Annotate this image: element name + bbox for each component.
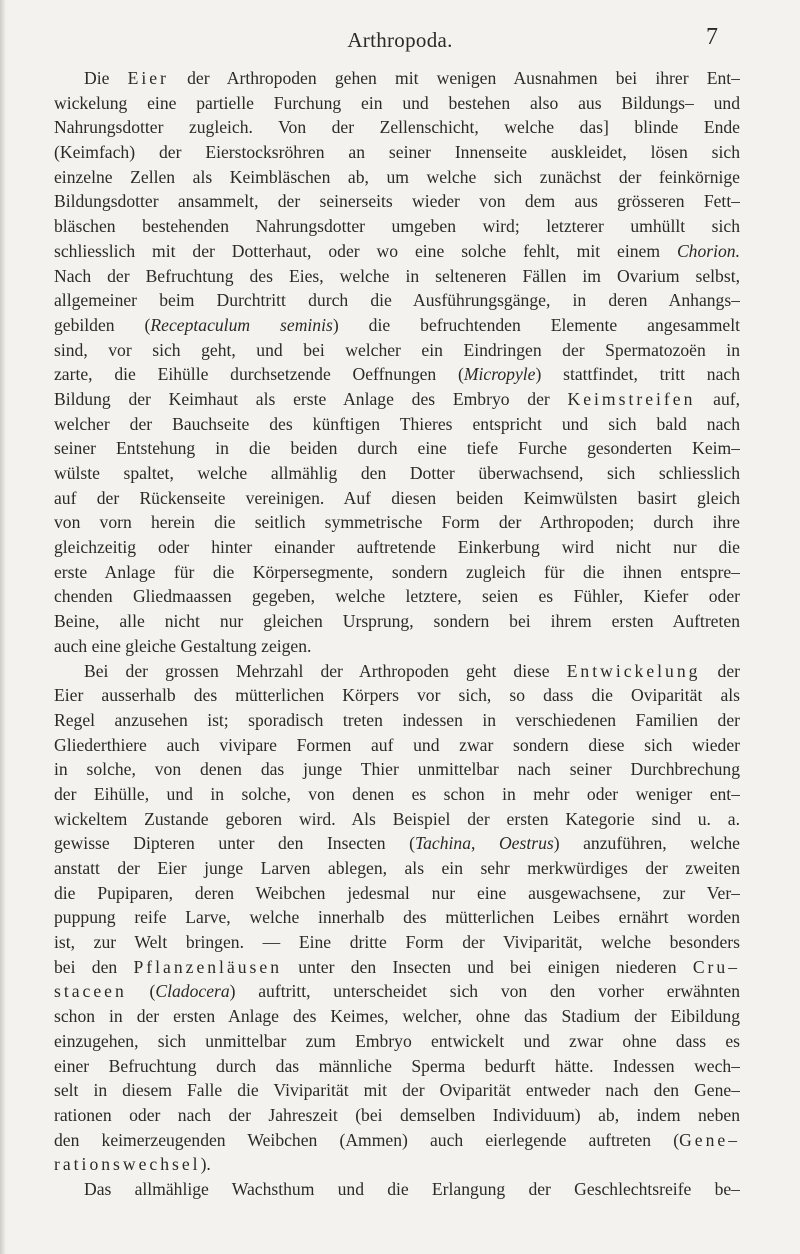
text-line: [54, 881, 740, 906]
text-run: Nahrungsdotter zugleich. Von der Zellenschicht, welche das] blinde Ende: [54, 117, 740, 138]
text-run: bläschen bestehenden Nahrungsdotter umgeben wird; letzterer umhüllt sich: [54, 216, 740, 237]
text-line: [54, 239, 740, 264]
italic-term: Micropyle: [463, 364, 536, 385]
text-run: (: [126, 981, 156, 1002]
text-run: auf der Rückenseite vereinigen. Auf diesen beiden Keimwülsten basirt gleich: [54, 487, 740, 508]
text-run: allgemeiner beim Durchtritt durch die Ausführungsgänge, in deren Anhangs–: [54, 290, 740, 311]
text-line: [54, 66, 740, 91]
text-run: (Keimfach) der Eierstocksröhren an seiner Innenseite auskleidet, lösen sich: [54, 142, 740, 163]
spaced-term: Eier: [127, 68, 169, 88]
text-run: Bildung der Keimhaut als erste Anlage des Embryo der: [54, 388, 568, 409]
text-run: puppung reife Larve, welche innerhalb des mütterlichen Leibes ernährt worden: [54, 907, 740, 928]
text-run: bei den: [54, 956, 134, 977]
text-run: ) die befruchtenden Elemente angesammelt: [332, 314, 740, 335]
text-run: wickeltem Zustande geboren wird. Als Beispiel der ersten Kategorie sind u. a.: [54, 808, 740, 829]
text-line: [54, 510, 740, 535]
text-line: [54, 1177, 740, 1202]
italic-term: Oestrus: [498, 833, 554, 854]
text-run: ist, zur Welt bringen. — Eine dritte Form der Viviparität, welche besonders: [54, 932, 740, 953]
text-run: ) stattfindet, tritt nach: [535, 364, 740, 385]
text-run: der: [700, 660, 740, 681]
text-run: anstatt der Eier junge Larven ablegen, als ein sehr merkwürdiges der zweiten: [54, 858, 740, 878]
italic-term: Tachina: [414, 833, 472, 854]
text-run: erste Anlage für die Körpersegmente, sondern zugleich für die ihnen entspre–: [54, 561, 740, 582]
text-run: zarte, die Eihülle durchsetzende Oeffnungen (: [54, 364, 464, 385]
text-line: [54, 1128, 740, 1153]
text-run: der Arthropoden gehen mit wenigen Ausnahmen bei ihrer Ent–: [168, 68, 740, 88]
text-line: [54, 856, 740, 881]
text-run: Eier ausserhalb des mütterlichen Körpers vor sich, so dass die Oviparität als: [54, 685, 740, 706]
text-line: [54, 683, 740, 708]
text-run: einzelne Zellen als Keimbläschen ab, um welche sich zunächst der feinkörnige: [54, 166, 740, 187]
text-run: ,: [471, 833, 499, 854]
spaced-term: Keimstreifen: [567, 388, 696, 409]
text-line: [54, 338, 740, 363]
text-run: die Pupiparen, deren Weibchen jedesmal nur eine ausgewachsene, zur Ver–: [54, 882, 740, 903]
text-run: von vorn herein die seitlich symmetrische Form der Arthropoden; durch ihre: [54, 512, 740, 533]
text-line: [54, 115, 740, 140]
text-line: [54, 807, 740, 832]
text-line: [54, 634, 740, 659]
page-header: [0, 24, 800, 58]
text-line: [54, 1152, 740, 1177]
text-line: [54, 288, 740, 313]
spaced-term: staceen: [54, 981, 127, 1002]
text-line: [54, 362, 740, 387]
text-run: gewisse Dipteren unter den Insecten (: [54, 833, 415, 854]
text-line: [54, 189, 740, 214]
text-line: [54, 831, 740, 856]
text-line: [54, 1029, 740, 1054]
text-line: [54, 214, 740, 239]
spaced-term: Entwickelung: [566, 660, 701, 681]
text-run: den keimerzeugenden Weibchen (Ammen) auch eierlegende auftreten (: [54, 1129, 680, 1150]
text-line: [54, 264, 740, 289]
text-run: wülste spaltet, welche allmählig den Dotter überwachsend, sich schliesslich: [54, 463, 740, 483]
text-line: [54, 708, 740, 733]
text-run: schon in der ersten Anlage des Keimes, welcher, ohne das Stadium der Eibildung: [54, 1006, 740, 1027]
text-run: ) auftritt, unterscheidet sich von den vorher erwähnten: [229, 981, 740, 1002]
text-line: [54, 436, 740, 461]
text-run: seiner Entstehung in die beiden durch eine tiefe Furche gesonderten Keim–: [54, 438, 740, 459]
text-run: unter den Insecten und bei einigen niederen: [282, 956, 693, 977]
text-run: Die: [84, 68, 128, 88]
text-line: [54, 930, 740, 955]
text-line: [54, 140, 740, 165]
text-line: [54, 733, 740, 758]
italic-term: Chorion.: [676, 240, 740, 261]
text-run: der Eihülle, und in solche, von denen es schon in mehr oder weniger ent–: [54, 783, 740, 804]
running-title: Arthropoda.: [347, 28, 453, 52]
text-line: [54, 1054, 740, 1079]
text-run: Beine, alle nicht nur gleichen Ursprung, sondern bei ihrem ersten Auftreten: [54, 611, 740, 632]
text-line: [54, 560, 740, 585]
spaced-term: Cru–: [692, 956, 740, 977]
text-line: [54, 461, 740, 486]
text-line: [54, 979, 740, 1004]
text-run: einer Befruchtung durch das männliche Sperma bedurft hätte. Indessen wech–: [54, 1055, 740, 1076]
spaced-term: rationswechsel: [54, 1154, 201, 1175]
text-run: auch eine gleiche Gestaltung zeigen.: [54, 635, 312, 656]
text-line: [54, 905, 740, 930]
text-run: gebilden (: [54, 314, 151, 335]
text-line: [54, 757, 740, 782]
text-run: welcher der Bauchseite des künftigen Thieres entspricht und sich bald nach: [54, 413, 740, 434]
text-line: [54, 1103, 740, 1128]
text-run: chenden Gliedmaassen gegeben, welche letztere, seien es Fühler, Kiefer oder: [54, 586, 740, 607]
text-run: selt in diesem Falle die Viviparität mit der Oviparität entweder nach den Gene–: [54, 1080, 740, 1101]
text-line: [54, 165, 740, 190]
text-run: Nach der Befruchtung des Eies, welche in selteneren Fällen im Ovarium selbst,: [54, 265, 740, 286]
italic-term: Receptaculum seminis: [150, 314, 333, 335]
spaced-term: Pflanzenläusen: [133, 956, 282, 977]
text-run: Das allmählige Wachsthum und die Erlangung der Geschlechtsreife be–: [84, 1178, 740, 1199]
text-run: ).: [200, 1154, 211, 1175]
text-run: rationen oder nach der Jahreszeit (bei demselben Individuum) ab, indem neben: [54, 1104, 740, 1125]
text-line: [54, 609, 740, 634]
text-run: gleichzeitig oder hinter einander auftretende Einkerbung wird nicht nur die: [54, 537, 740, 558]
spaced-term: Gene–: [679, 1129, 740, 1150]
text-run: Bildungsdotter ansammelt, der seinerseits wieder von dem aus grösseren Fett–: [54, 191, 740, 212]
text-run: auf,: [695, 388, 740, 409]
text-line: [54, 91, 740, 116]
text-line: [54, 1004, 740, 1029]
text-line: [54, 313, 740, 338]
text-line: [54, 486, 740, 511]
text-run: sind, vor sich geht, und bei welcher ein Eindringen der Spermatozoën in: [54, 339, 740, 360]
page-number: 7: [706, 24, 718, 50]
text-run: in solche, von denen das junge Thier unmittelbar nach seiner Durchbrechung: [54, 759, 740, 780]
text-line: [54, 782, 740, 807]
text-run: schliesslich mit der Dotterhaut, oder wo eine solche fehlt, mit einem: [54, 240, 677, 261]
body-text: [54, 66, 740, 1202]
text-run: ) anzuführen, welche: [553, 833, 740, 854]
text-line: [54, 535, 740, 560]
page-gutter-shadow: [0, 0, 6, 1254]
text-run: einzugehen, sich unmittelbar zum Embryo entwickelt und zwar ohne dass es: [54, 1030, 740, 1051]
text-line: [54, 1078, 740, 1103]
text-run: Regel anzusehen ist; sporadisch treten indessen in verschiedenen Familien der: [54, 709, 740, 730]
text-run: wickelung eine partielle Furchung ein und bestehen also aus Bildungs– und: [54, 92, 740, 113]
text-line: [54, 955, 740, 980]
text-run: Bei der grossen Mehrzahl der Arthropoden geht diese: [84, 660, 567, 681]
text-run: Gliederthiere auch vivipare Formen auf und zwar sondern diese sich wieder: [54, 734, 740, 755]
italic-term: Cladocera: [155, 981, 230, 1002]
text-line: [54, 387, 740, 412]
text-line: [54, 584, 740, 609]
text-line: [54, 412, 740, 437]
text-line: [54, 659, 740, 684]
